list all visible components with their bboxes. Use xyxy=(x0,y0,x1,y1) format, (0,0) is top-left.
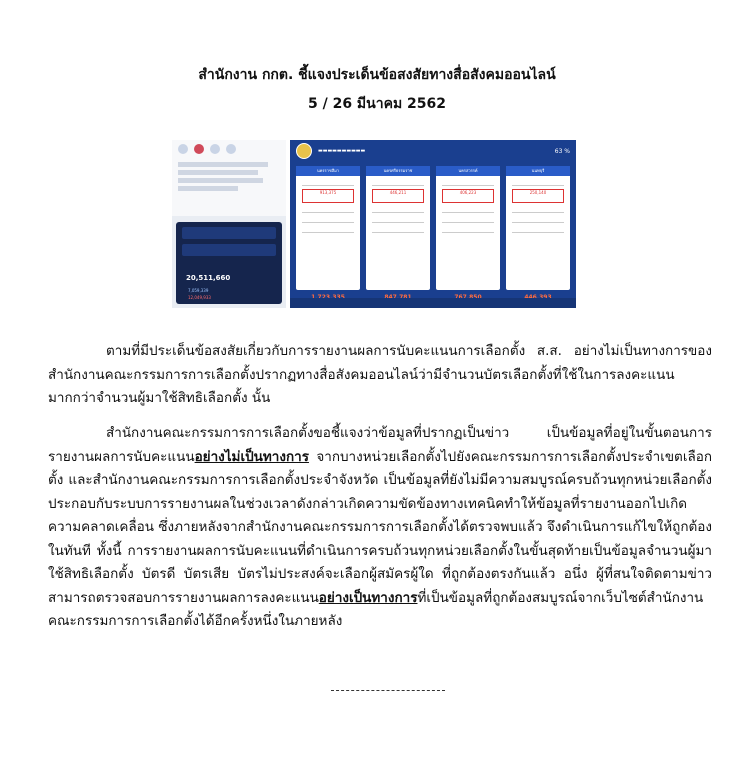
document-title: สำนักงาน กกต. ชี้แจงประเด็นข้อสงสัยทางสื่อสังคมออนไลน์ xyxy=(198,67,556,83)
document-date: 5 / 26 มีนาคม 2562 xyxy=(307,96,447,112)
phone-screenshot xyxy=(172,140,286,308)
paragraph-2: สำนักงานคณะกรรมการการเลือกตั้งขอชี้แจงว่าข้อมูลที่ปรากฏเป็นข่าว เป็นข้อมูลที่อยู่ในขั้นตอนการรายงานผลการนับคะแนนอย่างไม่เป็นทางการ จากบางหน่วยเลือกตั้งไปยังคณะกรรมการการเลือกตั้งประจำเขตเลือกตั้ง และสำนักงานคณะกรรมการการเลือกตั้งประจำจังหวัด เป็นข้อมูลที่ยังไม่มีความสมบูรณ์ครบถ้วนทุกหน่วยเลือกตั้ง ประกอบกับระบบการรายงานผลในช่วงเวลาดังกล่าวเกิดความขัดข้องทางเทคนิคทำให้ข้อมูลที่รายงานออกไปเกิดความคลาดเคลื่อน ซึ่งภายหลังจากสำนักงานคณะกรรมการการเลือกตั้งได้ตรวจพบแล้ว จึงดำเนินการแก้ไขให้ถูกต้องในทันที ทั้งนี้ การรายงานผลการนับคะแนนที่ดำเนินการครบถ้วนทุกหน่วยเลือกตั้งในขั้นสุดท้ายเป็นข้อมูลจำนวนผู้มาใช้สิทธิเลือกตั้ง บัตรดี บัตรเสีย บัตรไม่ประสงค์จะเลือกผู้สมัครผู้ใด ที่ถูกต้องตรงกันแล้ว อนึ่ง ผู้ที่สนใจติดตามข่าวสามารถตรวจสอบการรายงานผลการลงคะแนนอย่างเป็นทางการที่เป็นข้อมูลที่ถูกต้องสมบูรณ์จากเว็บไซต์สำนักงานคณะกรรมการการเลือกตั้งได้อีกครั้งหนึ่งในภายหลัง xyxy=(48,425,712,629)
social-post-text-image xyxy=(178,162,278,191)
results-board: ▬▬▬▬▬▬▬▬▬▬ 63 % นครราชสีมา 913,375 นครศรีธรรมราช 446,211 นครสวรรค์ 406,223 นนทบุรี 250,140 xyxy=(290,140,576,308)
province-card: นครราชสีมา 913,375 xyxy=(296,166,360,290)
unofficial-emphasis: อย่างไม่เป็นทางการ xyxy=(194,448,309,465)
official-emphasis: อย่างเป็นทางการ xyxy=(318,589,418,606)
app-icon xyxy=(210,144,220,154)
phone-total: 20,511,660 xyxy=(186,274,231,282)
app-icon xyxy=(178,144,188,154)
province-card: นครศรีธรรมราช 446,211 xyxy=(366,166,430,290)
count-percent: 63 % xyxy=(554,147,570,155)
eci-logo-icon xyxy=(296,143,312,159)
phone-results-panel: 20,511,660 7,059,339 12,049,933 xyxy=(176,222,282,304)
province-card: นนทบุรี 250,140 xyxy=(506,166,570,290)
end-divider xyxy=(331,690,445,691)
notification-icon xyxy=(194,144,204,154)
province-card: นครสวรรค์ 406,223 xyxy=(436,166,500,290)
paragraph-1: ตามที่มีประเด็นข้อสงสัยเกี่ยวกับการรายงานผลการนับคะแนนการเลือกตั้ง ส.ส. อย่างไม่เป็นทางการของสำนักงานคณะกรรมการการเลือกตั้งปรากฏทางสื่อสังคมออนไลน์ว่ามีจำนวนบัตรเลือกตั้งที่ใช้ในการลงคะแนนมากกว่าจำนวนผู้มาใช้สิทธิเลือกตั้ง นั้น xyxy=(48,343,712,406)
news-screenshot-image xyxy=(172,140,576,308)
app-icon xyxy=(226,144,236,154)
